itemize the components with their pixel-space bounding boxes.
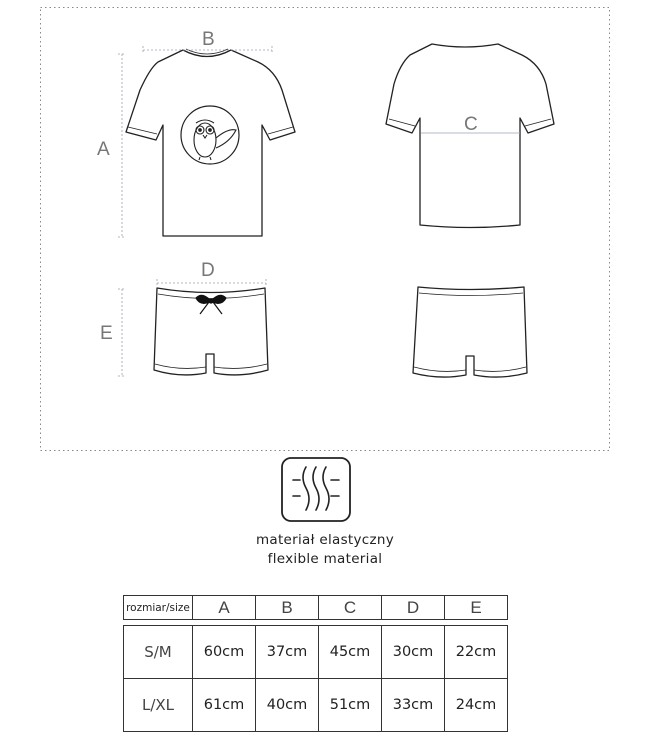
material-label-en: flexible material bbox=[267, 551, 383, 567]
row-size-label: S/M bbox=[124, 626, 193, 679]
table-cell: 22cm bbox=[445, 626, 508, 679]
table-row bbox=[124, 626, 508, 679]
label-b: B bbox=[202, 29, 215, 50]
tshirt-back bbox=[386, 44, 554, 228]
table-cell: 30cm bbox=[382, 626, 445, 679]
table-cell: 24cm bbox=[445, 679, 508, 732]
material-label-pl: materiał elastyczny bbox=[255, 532, 395, 548]
header-col-e: E bbox=[445, 596, 508, 620]
label-e: E bbox=[100, 323, 113, 344]
label-d: D bbox=[201, 260, 215, 281]
tshirt-front bbox=[126, 49, 295, 236]
header-size-label: rozmiar/size bbox=[124, 596, 193, 620]
table-cell: 51cm bbox=[319, 679, 382, 732]
row-size-label: L/XL bbox=[124, 679, 193, 732]
header-col-d: D bbox=[382, 596, 445, 620]
table-cell: 33cm bbox=[382, 679, 445, 732]
table-cell: 45cm bbox=[319, 626, 382, 679]
table-cell: 60cm bbox=[193, 626, 256, 679]
size-table bbox=[123, 595, 508, 732]
size-table-header bbox=[124, 596, 508, 620]
label-c: C bbox=[464, 114, 478, 135]
header-col-c: C bbox=[319, 596, 382, 620]
header-col-a: A bbox=[193, 596, 256, 620]
table-cell: 40cm bbox=[256, 679, 319, 732]
shorts-back bbox=[413, 287, 527, 377]
label-a: A bbox=[97, 139, 110, 160]
table-row bbox=[124, 679, 508, 732]
table-cell: 37cm bbox=[256, 626, 319, 679]
header-col-b: B bbox=[256, 596, 319, 620]
flexible-material-icon bbox=[282, 458, 350, 521]
table-cell: 61cm bbox=[193, 679, 256, 732]
